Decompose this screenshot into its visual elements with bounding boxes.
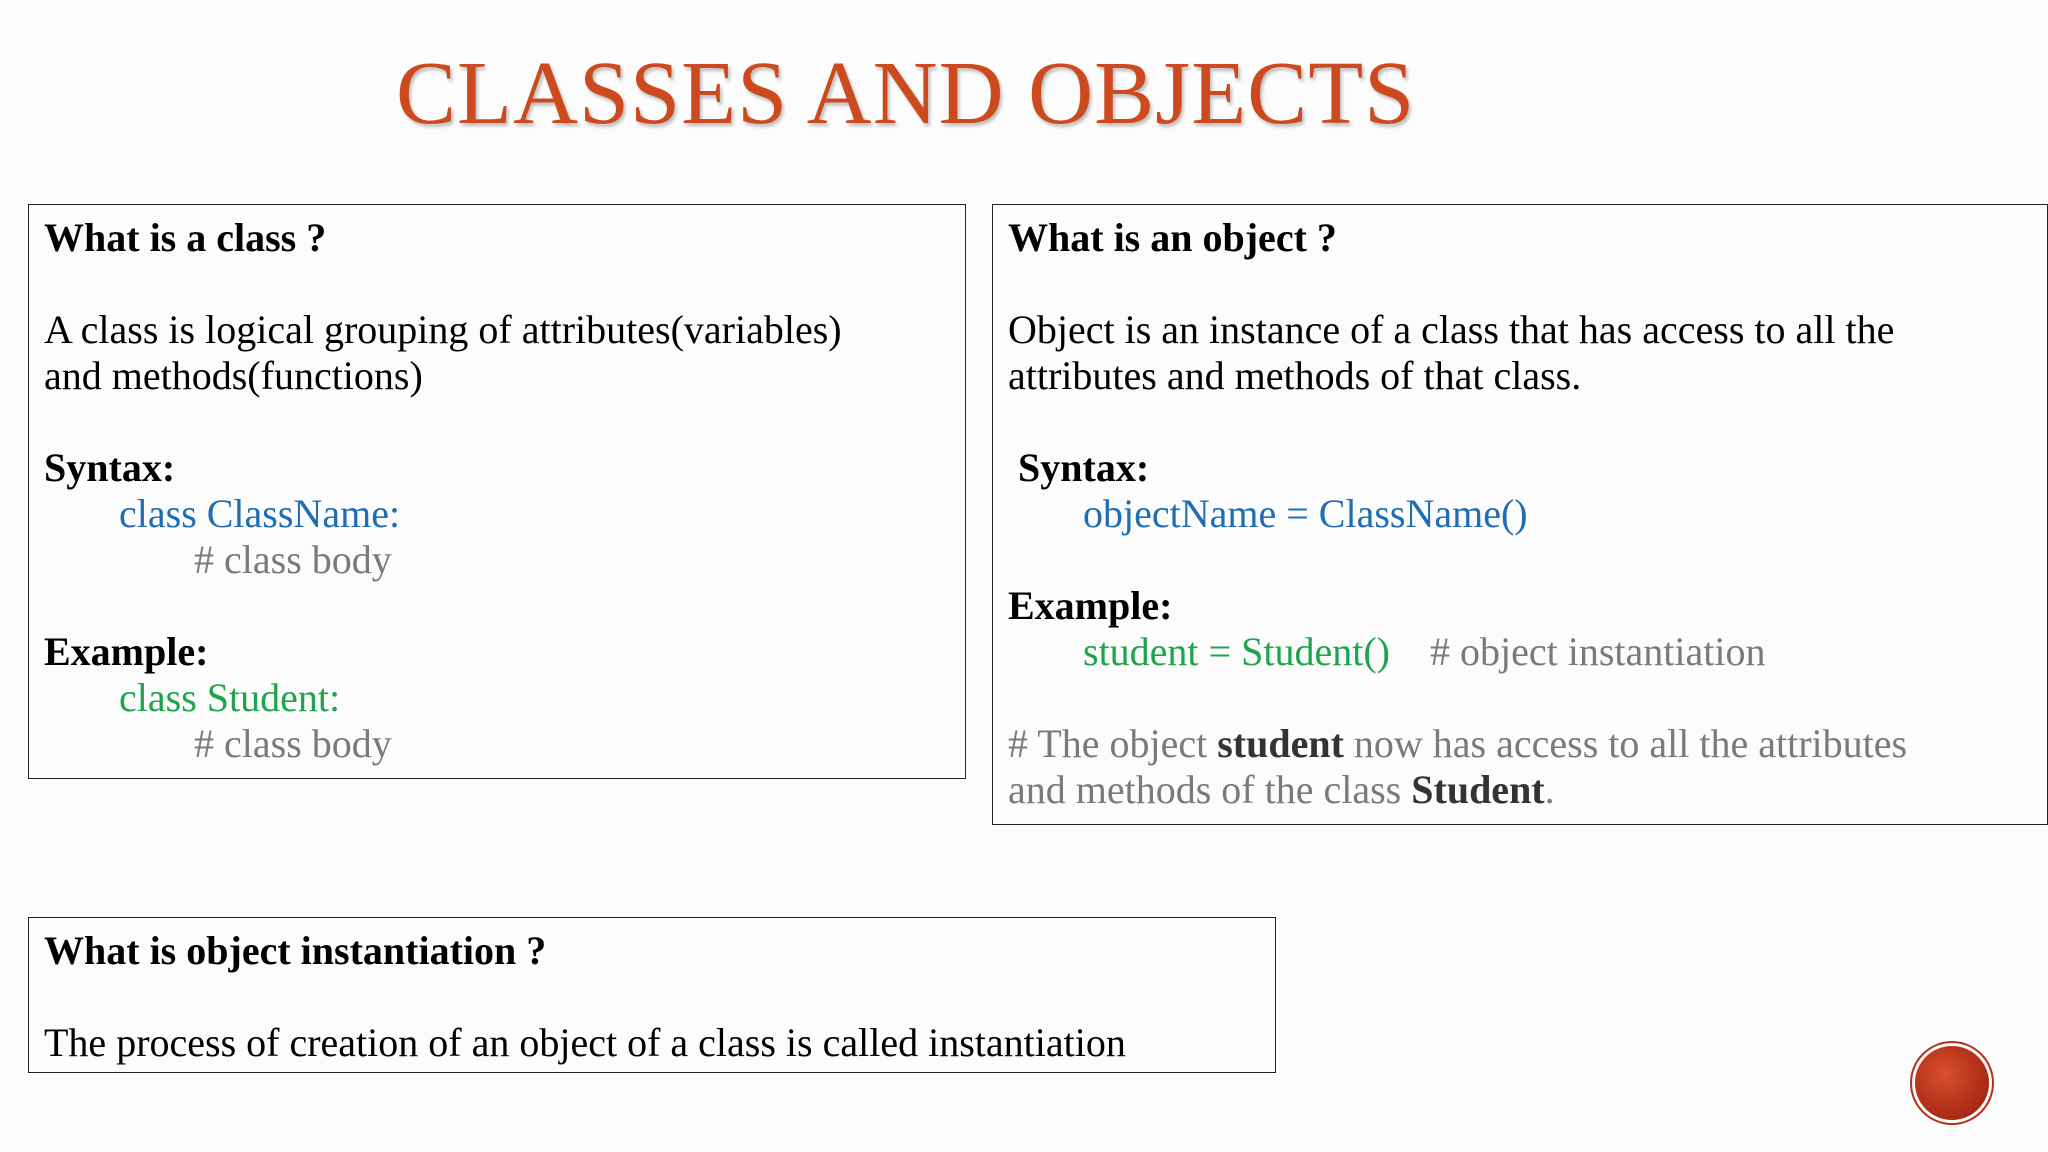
object-syntax-code: objectName = ClassName() xyxy=(1083,491,1528,536)
object-syntax-label: Syntax: xyxy=(1018,445,1150,490)
object-heading: What is an object ? xyxy=(1008,215,1337,260)
class-description-line-1: A class is logical grouping of attributes(variables) xyxy=(44,307,842,352)
object-example-line xyxy=(1008,629,2047,675)
object-note-bold-class: Student xyxy=(1411,767,1545,812)
class-definition-box xyxy=(28,204,966,779)
object-example-label: Example: xyxy=(1008,583,1173,628)
object-note-text-2: now has access to all the attributes xyxy=(1343,721,1908,766)
class-heading: What is a class ? xyxy=(44,215,327,260)
instantiation-definition-box xyxy=(28,917,1276,1073)
slide-title: CLASSES AND OBJECTS xyxy=(396,44,1416,143)
class-syntax-label: Syntax: xyxy=(44,445,176,490)
object-definition-box xyxy=(992,204,2048,825)
class-description-line-2: and methods(functions) xyxy=(44,353,423,398)
object-example-comment: # object instantiation xyxy=(1429,629,1766,674)
object-note-bold-student: student xyxy=(1217,721,1344,766)
object-note-line-2 xyxy=(1008,767,2047,813)
class-syntax-code: class ClassName: xyxy=(119,491,401,536)
object-note-text-4: . xyxy=(1544,767,1555,812)
class-example-comment: # class body xyxy=(194,721,392,766)
class-syntax-comment: # class body xyxy=(194,537,392,582)
red-circle-logo-icon xyxy=(1915,1046,1989,1120)
object-note-line-1 xyxy=(1008,721,2047,767)
object-example-code: student = Student() xyxy=(1083,629,1390,674)
object-description-line-2: attributes and methods of that class. xyxy=(1008,353,1582,398)
class-example-label: Example: xyxy=(44,629,209,674)
class-example-code: class Student: xyxy=(119,675,341,720)
instantiation-heading: What is object instantiation ? xyxy=(44,928,547,973)
instantiation-description: The process of creation of an object of a class is called instantiation xyxy=(44,1020,1126,1065)
object-description-line-1: Object is an instance of a class that has access to all the xyxy=(1008,307,1895,352)
object-note-text-3: and methods of the class xyxy=(1008,767,1412,812)
object-note-text-1: # The object xyxy=(1008,721,1218,766)
